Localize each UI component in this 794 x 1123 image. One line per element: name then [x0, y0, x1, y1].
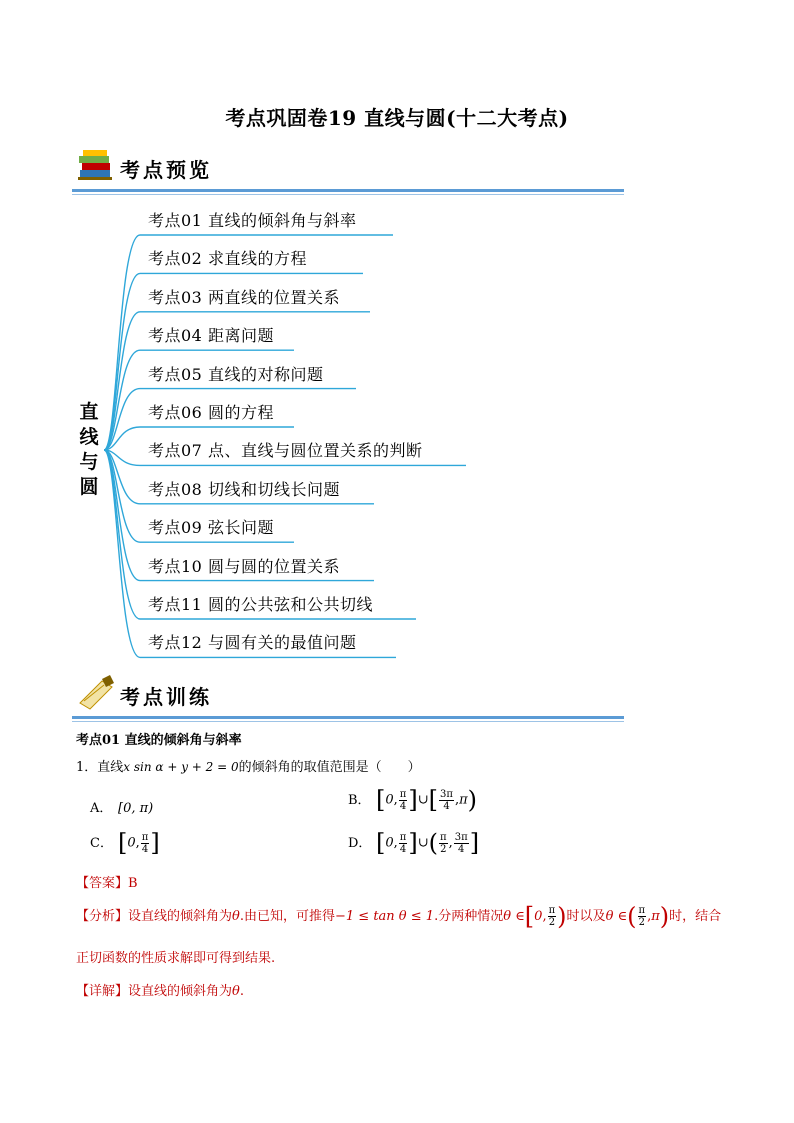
detail-tag: 【详解】: [76, 984, 129, 999]
section-label-training: 考点训练: [120, 685, 212, 709]
section-header-training: [72, 673, 624, 719]
mindmap-branch-11: 考点11 圆的公共弦和公共切线: [148, 595, 373, 614]
mindmap-branch-03: 考点03 两直线的位置关系: [148, 287, 340, 307]
question-equation: x sin α + y + 2 = 0: [123, 760, 239, 774]
mindmap-branch-06: 考点06 圆的方程: [148, 403, 274, 422]
mindmap-branch-10: 考点10 圆与圆的位置关系: [148, 556, 340, 576]
answer-tag: 【答案】: [76, 876, 129, 891]
option-letter: D．: [348, 835, 372, 851]
section-label-preview: 考点预览: [120, 158, 212, 182]
mindmap-branch-01: 考点01 直线的倾斜角与斜率: [148, 211, 357, 230]
analysis-line-2: 正切函数的性质求解即可得到结果.: [76, 951, 276, 966]
analysis-line-1: 【分析】设直线的倾斜角为θ.由已知，可推得−1 ≤ tan θ ≤ 1.分两种情况θ ∈[0, $\frac{\pi}{2}$ )时以及θ ∈( $\frac{\pi}{2}$ ,π)时，结合: [76, 902, 722, 931]
mindmap-root-label: 直线与圆: [79, 401, 99, 498]
mindmap-branch-02: 考点02 求直线的方程: [148, 249, 307, 269]
option-letter: C．: [90, 835, 113, 851]
mindmap-branch-12: 考点12 与圆有关的最值问题: [148, 633, 357, 653]
answer-value: B: [128, 876, 138, 891]
question-number: 1．: [76, 760, 98, 775]
section-rule: [72, 716, 624, 719]
option-expr: [0, π): [118, 801, 154, 816]
option-c[interactable]: C． [0, $\frac{\pi}{4}$ ]: [90, 829, 160, 857]
option-a[interactable]: [90, 797, 153, 816]
topic-heading: 考点01 直线的倾斜角与斜率: [76, 733, 242, 748]
document-title: 考点巩固卷19 直线与圆(十二大考点): [225, 106, 569, 130]
mindmap-branch-05: 考点05 直线的对称问题: [148, 364, 324, 384]
mindmap-branch-04: 考点04 距离问题: [148, 326, 274, 346]
mindmap-branch-09: 考点09 弦长问题: [148, 518, 274, 538]
section-rule-thin: [72, 721, 624, 722]
pencil-paper-icon: [76, 673, 116, 713]
question-text-b: 的倾斜角的取值范围是（ ）: [238, 760, 421, 775]
analysis-tag: 【分析】: [76, 909, 129, 924]
option-b[interactable]: B． [0, $\frac{\pi}{4}$ ]∪[ $\frac{3\pi}{4}$ ,π): [348, 786, 478, 814]
mindmap-branch-08: 考点08 切线和切线长问题: [148, 479, 340, 499]
answer-line: [76, 875, 138, 893]
question-1: [76, 758, 421, 777]
mindmap-branch-07: 考点07 点、直线与圆位置关系的判断: [148, 441, 423, 461]
option-d[interactable]: D． [0, $\frac{\pi}{4}$ ]∪( $\frac{\pi}{2}$ , $\frac{3\pi}{4}$ ]: [348, 829, 480, 857]
question-text-a: 直线: [97, 760, 124, 775]
option-letter: A．: [90, 801, 113, 816]
detail-line: 【详解】设直线的倾斜角为θ.: [76, 984, 244, 999]
option-letter: B．: [348, 792, 371, 808]
